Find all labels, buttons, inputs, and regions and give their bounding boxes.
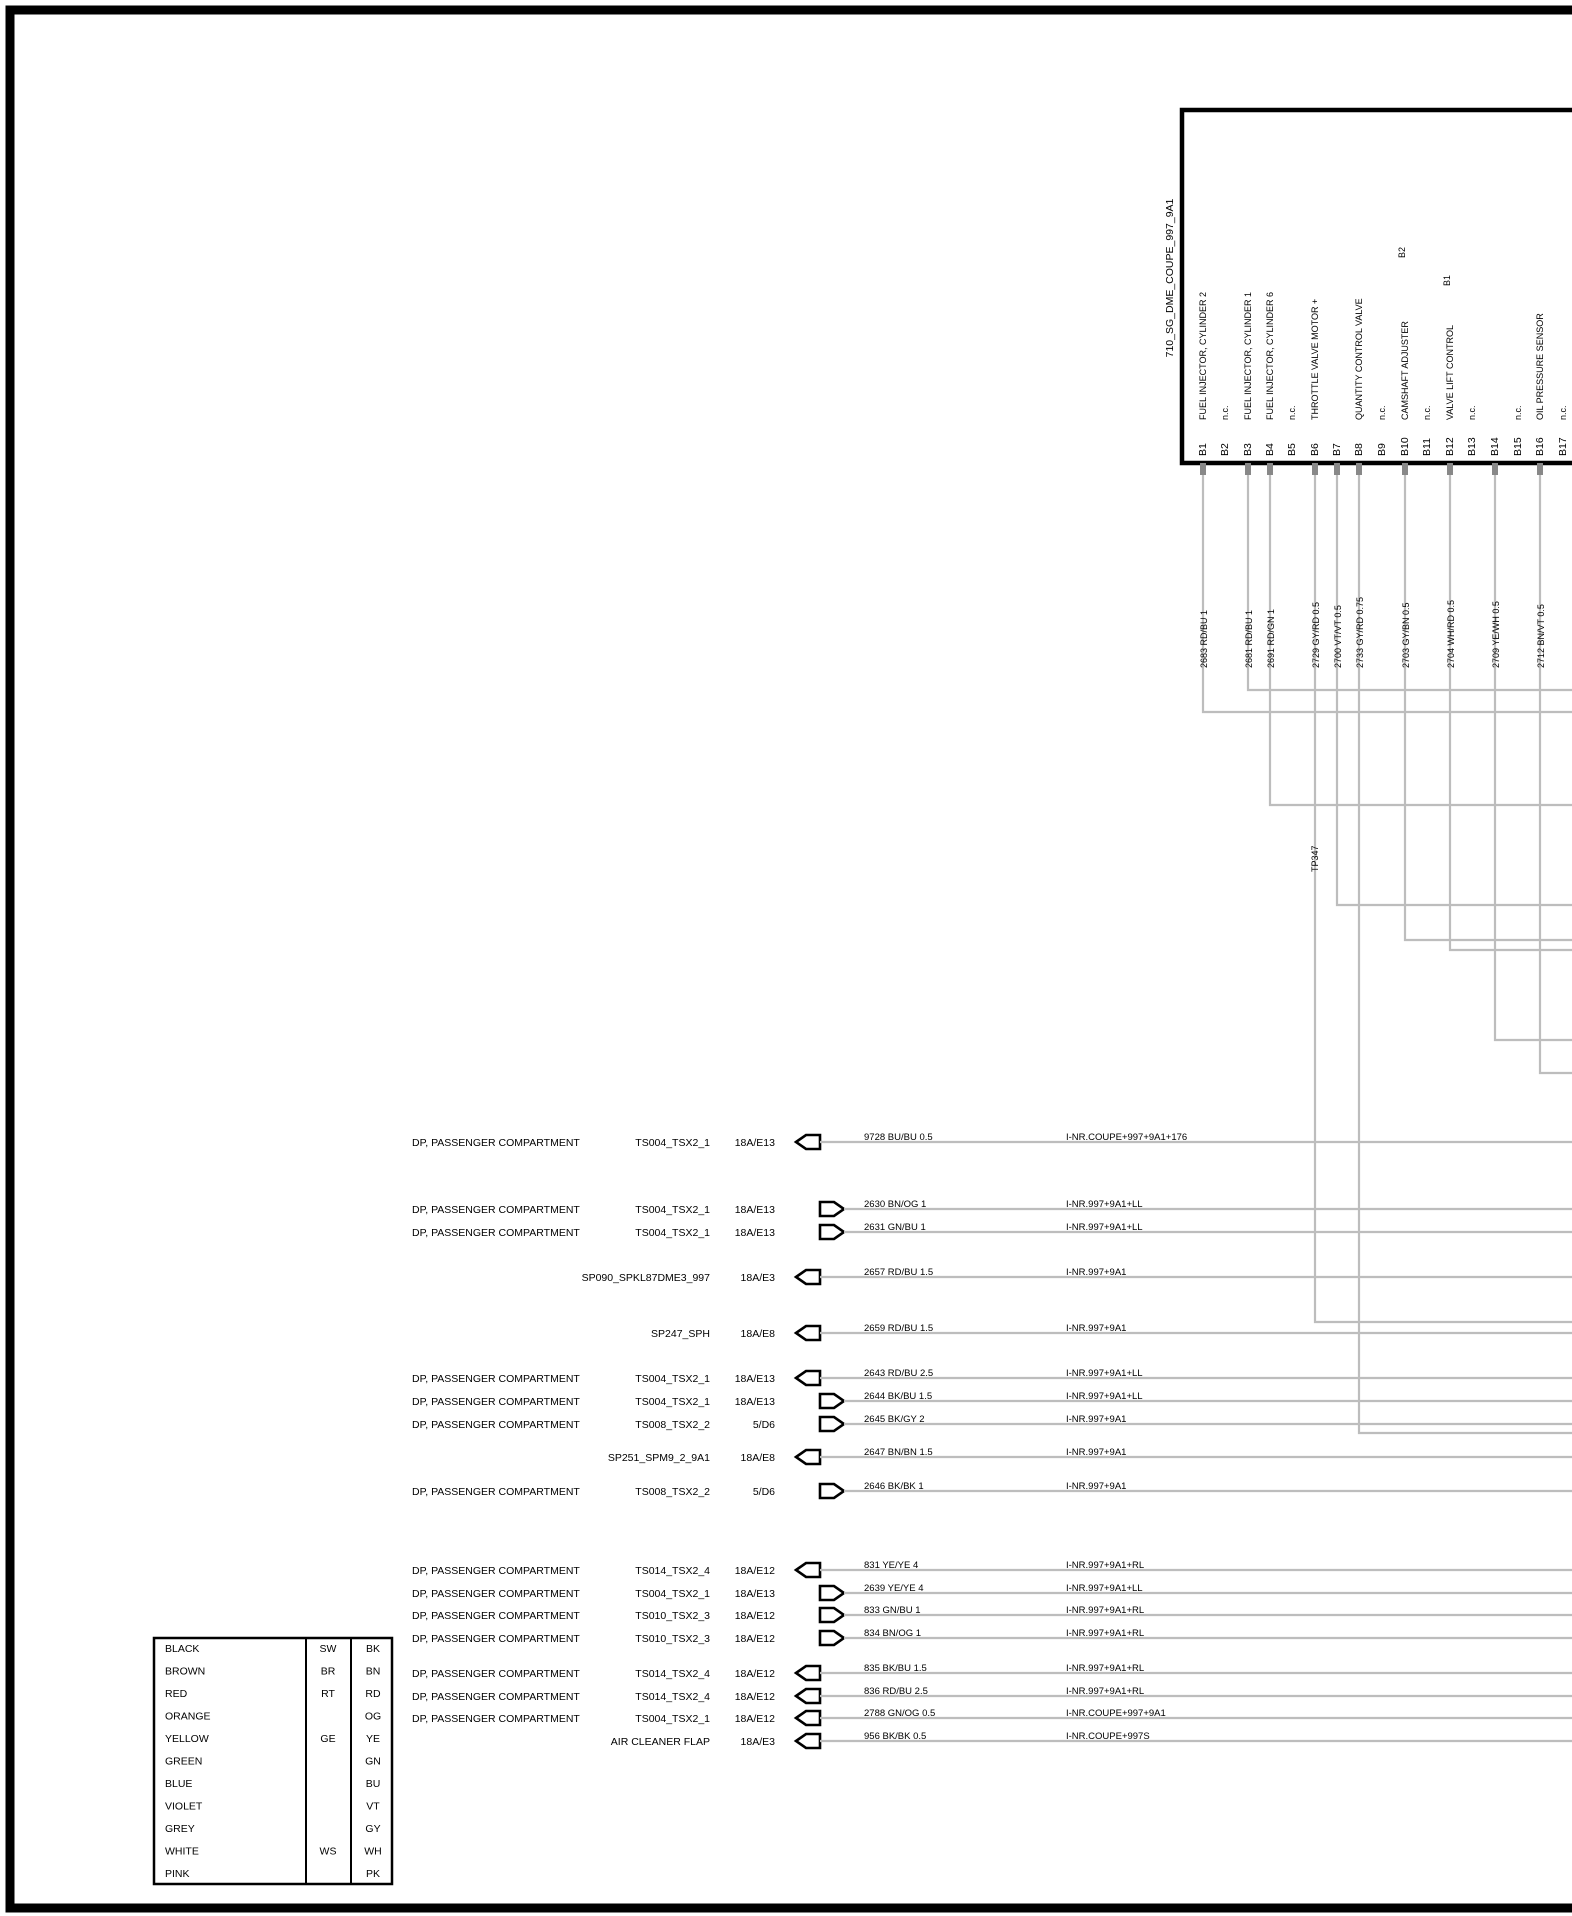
legend-german-code: WS — [319, 1845, 337, 1858]
location-label: DP, PASSENGER COMPARTMENT — [412, 1204, 580, 1216]
pin-terminal — [1537, 463, 1543, 475]
pin-function-label: THROTTLE VALVE MOTOR + — [1310, 298, 1320, 420]
pin-terminal — [1200, 463, 1206, 475]
signal-out-arrow-icon — [820, 1417, 844, 1431]
location-label: DP, PASSENGER COMPARTMENT — [412, 1396, 580, 1408]
pin-number: B13 — [1466, 437, 1478, 456]
connection-row — [412, 1391, 1572, 1408]
connector-label: TS014_TSX2_4 — [635, 1691, 710, 1703]
test-point-label: TP347 — [1310, 845, 1320, 872]
pin-function-label: CAMSHAFT ADJUSTER — [1400, 321, 1410, 420]
legend-color-name: YELLOW — [165, 1733, 209, 1745]
pin-number: B10 — [1399, 437, 1411, 456]
connector-label: TS008_TSX2_2 — [635, 1419, 710, 1431]
connection-row — [412, 1414, 1572, 1431]
legend-color-code: BK — [365, 1643, 381, 1655]
reference-label: 18A/E12 — [734, 1713, 775, 1725]
connection-row — [582, 1267, 1572, 1284]
harness-label: I-NR.997+9A1 — [1066, 1323, 1127, 1334]
wire-code-label: 831 YE/YE 4 — [864, 1560, 919, 1571]
signal-out-arrow-icon — [820, 1631, 844, 1645]
bank-label: B2 — [1397, 246, 1407, 258]
legend-color-name: PINK — [165, 1868, 190, 1880]
legend-german-code: RT — [321, 1688, 335, 1700]
wire-routing — [1199, 463, 1572, 1433]
legend-color-code: VT — [366, 1800, 380, 1813]
signal-in-arrow-icon — [796, 1450, 820, 1464]
legend-color-name: VIOLET — [165, 1800, 203, 1813]
harness-label: I-NR.997+9A1+LL — [1066, 1368, 1143, 1379]
wire-code-label: 2630 BN/OG 1 — [864, 1199, 927, 1210]
location-label: DP, PASSENGER COMPARTMENT — [412, 1419, 580, 1431]
connector-label: TS010_TSX2_3 — [635, 1610, 710, 1622]
reference-label: 18A/E13 — [734, 1137, 775, 1149]
pin-number: B17 — [1557, 437, 1569, 456]
harness-label: I-NR.997+9A1+LL — [1066, 1222, 1143, 1233]
signal-in-arrow-icon — [796, 1689, 820, 1703]
legend-color-code: BU — [365, 1778, 381, 1790]
pin-terminal — [1267, 463, 1273, 475]
signal-out-arrow-icon — [820, 1225, 844, 1239]
harness-label: I-NR.997+9A1 — [1066, 1481, 1127, 1492]
connection-row — [412, 1583, 1572, 1600]
wire-code-label: 833 GN/BU 1 — [864, 1605, 921, 1616]
connector-label: TS004_TSX2_1 — [635, 1204, 710, 1216]
reference-label: 18A/E13 — [734, 1588, 775, 1600]
pin-function-label: FUEL INJECTOR, CYLINDER 2 — [1198, 291, 1208, 420]
pin-number: B15 — [1512, 437, 1524, 456]
connector-label: AIR CLEANER FLAP — [610, 1736, 710, 1748]
connection-row — [412, 1708, 1572, 1725]
legend-color-code: GY — [365, 1823, 381, 1835]
connector-label: TS004_TSX2_1 — [635, 1396, 710, 1408]
legend-color-name: RED — [165, 1688, 188, 1700]
connection-row — [412, 1628, 1572, 1645]
wire-code-label: 2788 GN/OG 0.5 — [864, 1708, 936, 1719]
reference-label: 5/D6 — [752, 1419, 775, 1431]
location-label: DP, PASSENGER COMPARTMENT — [412, 1633, 580, 1645]
harness-label: I-NR.COUPE+997+9A1+176 — [1066, 1132, 1188, 1143]
signal-out-arrow-icon — [820, 1394, 844, 1408]
harness-label: I-NR.997+9A1+RL — [1066, 1628, 1145, 1639]
reference-label: 18A/E12 — [734, 1691, 775, 1703]
pin-function-label: FUEL INJECTOR, CYLINDER 6 — [1265, 291, 1275, 420]
ecu-wire — [1315, 475, 1572, 1322]
connection-row — [412, 1222, 1572, 1239]
ecu-wire-label: 2729 GY/RD 0.5 — [1311, 601, 1321, 668]
bank-label: B1 — [1442, 274, 1452, 286]
ecu-wire-label: 2733 GY/RD 0.75 — [1355, 596, 1365, 668]
pin-function-label: OIL PRESSURE SENSOR — [1535, 313, 1545, 420]
pin-number: B3 — [1242, 443, 1254, 456]
harness-label: I-NR.997+9A1+LL — [1066, 1583, 1143, 1594]
wire-code-label: 2631 GN/BU 1 — [864, 1222, 926, 1233]
pin-function-label: n.c. — [1287, 405, 1297, 420]
wire-code-label: 9728 BU/BU 0.5 — [864, 1132, 933, 1143]
ecu-title: 710_SG_DME_COUPE_997_9A1 — [1164, 198, 1176, 358]
wire-code-label: 2647 BN/BN 1.5 — [864, 1447, 933, 1458]
wire-code-label: 835 BK/BU 1.5 — [864, 1663, 927, 1674]
signal-out-arrow-icon — [820, 1586, 844, 1600]
legend-color-code: WH — [364, 1845, 382, 1858]
signal-in-arrow-icon — [796, 1711, 820, 1725]
harness-label: I-NR.997+9A1+RL — [1066, 1663, 1145, 1674]
connection-row — [412, 1481, 1572, 1498]
signal-out-arrow-icon — [820, 1608, 844, 1622]
ecu-wire-label: 2683 RD/BU 1 — [1199, 609, 1209, 668]
location-label: DP, PASSENGER COMPARTMENT — [412, 1691, 580, 1703]
legend-color-name: GREY — [165, 1823, 195, 1835]
pin-terminal — [1492, 463, 1498, 475]
connection-row — [412, 1686, 1572, 1703]
harness-label: I-NR.997+9A1+RL — [1066, 1605, 1145, 1616]
ecu-wire-label: 2681 RD/BU 1 — [1244, 609, 1254, 668]
page-border — [10, 10, 1572, 1908]
connection-row — [412, 1605, 1572, 1622]
connection-row — [412, 1199, 1572, 1216]
pin-function-label: n.c. — [1422, 405, 1432, 420]
wire-code-label: 2657 RD/BU 1.5 — [864, 1267, 934, 1278]
legend-color-name: GREEN — [165, 1755, 203, 1768]
location-label: DP, PASSENGER COMPARTMENT — [412, 1373, 580, 1385]
reference-label: 18A/E8 — [740, 1452, 775, 1464]
reference-label: 18A/E12 — [734, 1633, 775, 1645]
pin-number: B5 — [1286, 443, 1298, 456]
ecu-wire-label: 2703 GY/BN 0.5 — [1401, 602, 1411, 668]
pin-terminal — [1334, 463, 1340, 475]
ecu-wire-label: 2704 WH/RD 0.5 — [1446, 599, 1456, 668]
connection-row — [608, 1447, 1572, 1464]
pin-number: B1 — [1197, 443, 1209, 456]
location-label: DP, PASSENGER COMPARTMENT — [412, 1227, 580, 1239]
reference-label: 18A/E8 — [740, 1328, 775, 1340]
signal-in-arrow-icon — [796, 1563, 820, 1577]
legend-color-name: BLUE — [165, 1778, 193, 1790]
location-label: DP, PASSENGER COMPARTMENT — [412, 1137, 580, 1149]
pin-function-label: n.c. — [1377, 405, 1387, 420]
wire-code-label: 834 BN/OG 1 — [864, 1628, 922, 1639]
ecu-wire-label: 2712 BN/VT 0.5 — [1536, 604, 1546, 668]
reference-label: 18A/E13 — [734, 1227, 775, 1239]
signal-out-arrow-icon — [820, 1202, 844, 1216]
location-label: DP, PASSENGER COMPARTMENT — [412, 1486, 580, 1498]
connector-label: TS010_TSX2_3 — [635, 1633, 710, 1645]
ecu-wire-label: 2691 RD/GN 1 — [1266, 608, 1276, 668]
harness-label: I-NR.997+9A1+LL — [1066, 1199, 1143, 1210]
connector-label: SP247_SPH — [651, 1328, 710, 1340]
location-label: DP, PASSENGER COMPARTMENT — [412, 1588, 580, 1600]
legend-color-name: BLACK — [165, 1643, 200, 1655]
location-label: DP, PASSENGER COMPARTMENT — [412, 1565, 580, 1577]
signal-in-arrow-icon — [796, 1270, 820, 1284]
ecu-wire — [1540, 475, 1572, 1073]
pin-terminal — [1447, 463, 1453, 475]
location-label: DP, PASSENGER COMPARTMENT — [412, 1610, 580, 1622]
legend-color-code: RD — [365, 1688, 381, 1700]
harness-label: I-NR.COUPE+997+9A1 — [1066, 1708, 1166, 1719]
connector-label: SP090_SPKL87DME3_997 — [581, 1272, 710, 1284]
wire-code-label: 836 RD/BU 2.5 — [864, 1686, 928, 1697]
pin-function-label: n.c. — [1467, 405, 1477, 420]
reference-label: 18A/E12 — [734, 1565, 775, 1577]
connection-row — [651, 1323, 1572, 1340]
pin-number: B4 — [1264, 443, 1276, 456]
connector-label: TS008_TSX2_2 — [635, 1486, 710, 1498]
reference-label: 18A/E3 — [740, 1736, 775, 1748]
harness-label: I-NR.997+9A1 — [1066, 1267, 1127, 1278]
signal-out-arrow-icon — [820, 1484, 844, 1498]
pin-function-label: n.c. — [1513, 405, 1523, 420]
wire-code-label: 2645 BK/GY 2 — [864, 1414, 925, 1425]
legend-color-name: WHITE — [165, 1845, 199, 1858]
connector-label: TS014_TSX2_4 — [635, 1668, 710, 1680]
signal-in-arrow-icon — [796, 1371, 820, 1385]
legend-german-code: GE — [320, 1733, 336, 1745]
ecu-wire — [1203, 475, 1572, 712]
reference-label: 18A/E13 — [734, 1204, 775, 1216]
wire-code-label: 2646 BK/BK 1 — [864, 1481, 924, 1492]
connector-label: TS004_TSX2_1 — [635, 1588, 710, 1600]
harness-label: I-NR.997+9A1+RL — [1066, 1560, 1145, 1571]
wire-code-label: 2643 RD/BU 2.5 — [864, 1368, 934, 1379]
connector-label: TS004_TSX2_1 — [635, 1713, 710, 1725]
pin-function-label: FUEL INJECTOR, CYLINDER 1 — [1243, 291, 1253, 420]
ecu-wire-label: 2709 YE/WH 0.5 — [1491, 601, 1501, 668]
legend-german-code: BR — [320, 1665, 336, 1678]
pin-number: B16 — [1534, 437, 1546, 456]
signal-in-arrow-icon — [796, 1734, 820, 1748]
reference-label: 18A/E12 — [734, 1668, 775, 1680]
legend-color-name: BROWN — [165, 1665, 206, 1678]
reference-label: 18A/E12 — [734, 1610, 775, 1622]
harness-label: I-NR.COUPE+997S — [1066, 1731, 1150, 1742]
reference-label: 18A/E13 — [734, 1396, 775, 1408]
connection-row — [412, 1663, 1572, 1680]
signal-in-arrow-icon — [796, 1326, 820, 1340]
pin-function-label: VALVE LIFT CONTROL — [1445, 324, 1455, 420]
wire-code-label: 2659 RD/BU 1.5 — [864, 1323, 934, 1334]
legend-color-code: YE — [365, 1733, 381, 1745]
pin-number: B8 — [1353, 443, 1365, 456]
harness-label: I-NR.997+9A1 — [1066, 1414, 1127, 1425]
signal-in-arrow-icon — [796, 1135, 820, 1149]
legend-color-code: BN — [365, 1665, 381, 1678]
pin-number: B2 — [1219, 443, 1231, 456]
color-code-legend — [154, 1638, 392, 1884]
connection-row — [412, 1132, 1572, 1149]
signal-in-arrow-icon — [796, 1666, 820, 1680]
pin-function-label: n.c. — [1558, 405, 1568, 420]
pin-number: B14 — [1489, 437, 1501, 456]
pin-number: B6 — [1309, 443, 1321, 456]
legend-color-code: PK — [365, 1868, 381, 1880]
connection-rows — [412, 1132, 1572, 1748]
pin-function-label: n.c. — [1220, 405, 1230, 420]
pin-number: B12 — [1444, 437, 1456, 456]
reference-label: 18A/E13 — [734, 1373, 775, 1385]
reference-label: 18A/E3 — [740, 1272, 775, 1284]
legend-color-name: ORANGE — [165, 1710, 211, 1723]
ecu-pin-list — [1197, 247, 1569, 456]
connector-label: TS014_TSX2_4 — [635, 1565, 710, 1577]
connection-row — [611, 1731, 1572, 1748]
pin-terminal — [1356, 463, 1362, 475]
wire-code-label: 2644 BK/BU 1.5 — [864, 1391, 933, 1402]
connector-label: TS004_TSX2_1 — [635, 1373, 710, 1385]
wire-code-label: 2639 YE/YE 4 — [864, 1583, 924, 1594]
connector-label: TS004_TSX2_1 — [635, 1227, 710, 1239]
connection-row — [412, 1560, 1572, 1577]
pin-number: B11 — [1421, 438, 1433, 456]
harness-label: I-NR.997+9A1+LL — [1066, 1391, 1143, 1402]
location-label: DP, PASSENGER COMPARTMENT — [412, 1668, 580, 1680]
ecu-wire-label: 2700 VT/VT 0.5 — [1333, 605, 1343, 668]
legend-color-code: GN — [365, 1755, 381, 1768]
pin-terminal — [1402, 463, 1408, 475]
wire-code-label: 956 BK/BK 0.5 — [864, 1731, 927, 1742]
pin-function-label: QUANTITY CONTROL VALVE — [1354, 298, 1364, 420]
reference-label: 5/D6 — [752, 1486, 775, 1498]
pin-number: B9 — [1376, 443, 1388, 456]
connector-label: TS004_TSX2_1 — [635, 1137, 710, 1149]
harness-label: I-NR.997+9A1+RL — [1066, 1686, 1145, 1697]
pin-terminal — [1245, 463, 1251, 475]
ecu-wire — [1495, 475, 1572, 1040]
ecu-wire — [1405, 475, 1572, 940]
connector-label: SP251_SPM9_2_9A1 — [607, 1452, 710, 1464]
pin-terminal — [1312, 463, 1318, 475]
location-label: DP, PASSENGER COMPARTMENT — [412, 1713, 580, 1725]
legend-color-code: OG — [364, 1710, 382, 1723]
pin-number: B7 — [1331, 443, 1343, 456]
legend-german-code: SW — [319, 1643, 337, 1655]
connection-row — [412, 1368, 1572, 1385]
harness-label: I-NR.997+9A1 — [1066, 1447, 1127, 1458]
